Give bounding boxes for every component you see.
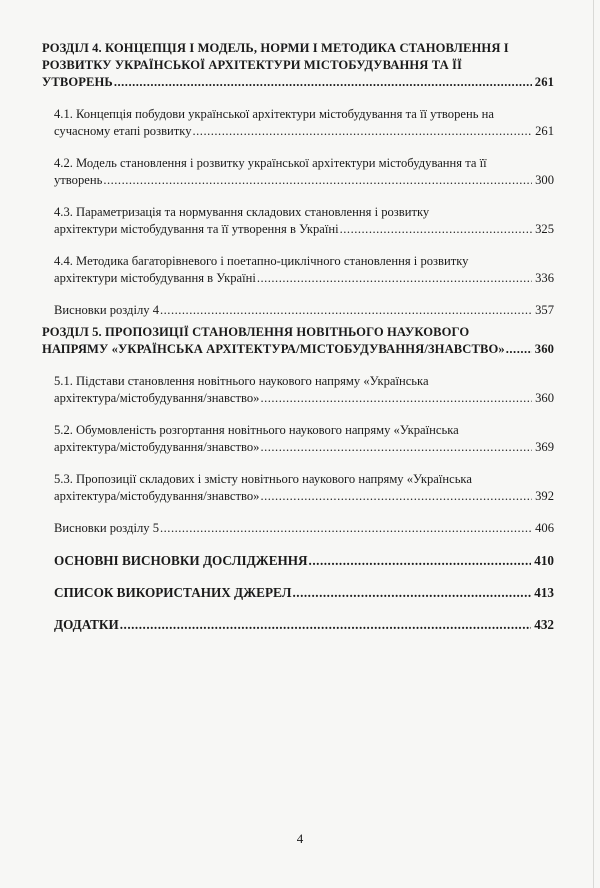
table-of-contents	[42, 40, 554, 633]
toc-references[interactable]	[42, 584, 554, 601]
toc-line: архітектури містобудування та її утворення в Україні	[54, 222, 339, 236]
page-edge	[593, 0, 594, 888]
toc-last-line	[54, 302, 554, 319]
toc-page-number: 369	[535, 440, 554, 454]
toc-page-number: 410	[534, 553, 554, 568]
toc-last-line	[54, 123, 554, 140]
leader-dots	[160, 520, 532, 537]
toc-main-conclusions[interactable]	[42, 552, 554, 569]
toc-last-line	[54, 616, 554, 633]
toc-line: ДОДАТКИ	[54, 617, 119, 632]
toc-line: 4.1. Концепція побудови української архітектури містобудування та її утворень на	[54, 107, 494, 121]
toc-page-number: 413	[534, 585, 554, 600]
toc-page-number: 336	[535, 271, 554, 285]
toc-last-line	[54, 584, 554, 601]
toc-line: архітектура/містобудування/знавство»	[54, 391, 260, 405]
toc-section-5-2[interactable]	[42, 422, 554, 456]
toc-last-line	[54, 172, 554, 189]
toc-line: архітектура/містобудування/знавство»	[54, 440, 260, 454]
toc-line: архітектура/містобудування/знавство»	[54, 489, 260, 503]
toc-section-4-1[interactable]	[42, 106, 554, 140]
toc-line: архітектури містобудування в Україні	[54, 271, 256, 285]
leader-dots	[260, 439, 532, 456]
toc-line: сучасному етапі розвитку	[54, 124, 192, 138]
toc-last-line	[54, 221, 554, 238]
leader-dots	[340, 221, 532, 238]
toc-page-number: 406	[535, 521, 554, 535]
toc-line: 5.3. Пропозиції складових і змісту новітнього наукового напряму «Українська	[54, 472, 472, 486]
toc-section-5-1[interactable]	[42, 373, 554, 407]
leader-dots	[309, 552, 532, 569]
toc-last-line	[54, 488, 554, 505]
toc-line: утворень	[54, 173, 103, 187]
toc-line: РОЗВИТКУ УКРАЇНСЬКОЇ АРХІТЕКТУРИ МІСТОБУДУВАННЯ ТА ЇЇ	[42, 58, 463, 72]
toc-line: 4.2. Модель становлення і розвитку української архітектури містобудування та її	[54, 156, 487, 170]
page-number: 4	[296, 831, 304, 846]
leader-dots	[114, 74, 532, 91]
toc-line: РОЗДІЛ 4. КОНЦЕПЦІЯ І МОДЕЛЬ, НОРМИ І МЕТОДИКА СТАНОВЛЕННЯ І	[42, 41, 509, 55]
leader-dots	[257, 270, 532, 287]
toc-appendices[interactable]	[42, 616, 554, 633]
leader-dots	[292, 584, 531, 601]
toc-section-4-3[interactable]	[42, 204, 554, 238]
toc-line: РОЗДІЛ 5. ПРОПОЗИЦІЇ СТАНОВЛЕННЯ НОВІТНЬОГО НАУКОВОГО	[42, 325, 470, 339]
toc-line: СПИСОК ВИКОРИСТАНИХ ДЖЕРЕЛ	[54, 585, 292, 600]
toc-line: Висновки розділу 5	[54, 521, 159, 535]
toc-page-number: 261	[535, 124, 554, 138]
toc-line: 4.4. Методика багаторівневого і поетапно-циклічного становлення і розвитку	[54, 254, 469, 268]
toc-section-4-4[interactable]	[42, 253, 554, 287]
toc-last-line	[54, 520, 554, 537]
leader-dots	[260, 488, 532, 505]
leader-dots	[193, 123, 533, 140]
toc-last-line	[54, 390, 554, 407]
toc-page-number: 357	[535, 303, 554, 317]
toc-page-number: 360	[534, 342, 554, 356]
leader-dots	[103, 172, 532, 189]
toc-line: ОСНОВНІ ВИСНОВКИ ДОСЛІДЖЕННЯ	[54, 553, 308, 568]
toc-page-number: 360	[535, 391, 554, 405]
toc-line: 5.2. Обумовленість розгортання новітнього наукового напряму «Українська	[54, 423, 459, 437]
toc-line: НАПРЯМУ «УКРАЇНСЬКА АРХІТЕКТУРА/МІСТОБУДУВАННЯ/ЗНАВСТВО»	[42, 342, 505, 356]
toc-section-4-2[interactable]	[42, 155, 554, 189]
toc-chapter-4[interactable]	[42, 40, 554, 91]
toc-chapter-5[interactable]	[42, 324, 554, 358]
toc-last-line	[42, 74, 554, 91]
toc-page-number: 392	[535, 489, 554, 503]
leader-dots	[120, 616, 531, 633]
toc-last-line	[42, 341, 554, 358]
toc-section-5-3[interactable]	[42, 471, 554, 505]
toc-line: УТВОРЕНЬ	[42, 75, 113, 89]
toc-line: 5.1. Підстави становлення новітнього наукового напряму «Українська	[54, 374, 429, 388]
toc-page-number: 261	[534, 75, 554, 89]
toc-line: Висновки розділу 4	[54, 303, 159, 317]
toc-page-number: 300	[535, 173, 554, 187]
leader-dots	[506, 341, 532, 358]
toc-last-line	[54, 552, 554, 569]
leader-dots	[160, 302, 532, 319]
leader-dots	[260, 390, 532, 407]
toc-conclusions-5[interactable]	[42, 520, 554, 537]
toc-page-number: 325	[535, 222, 554, 236]
toc-line: 4.3. Параметризація та нормування складових становлення і розвитку	[54, 205, 430, 219]
toc-conclusions-4[interactable]	[42, 302, 554, 319]
toc-page-number: 432	[534, 617, 554, 632]
toc-last-line	[54, 270, 554, 287]
toc-last-line	[54, 439, 554, 456]
